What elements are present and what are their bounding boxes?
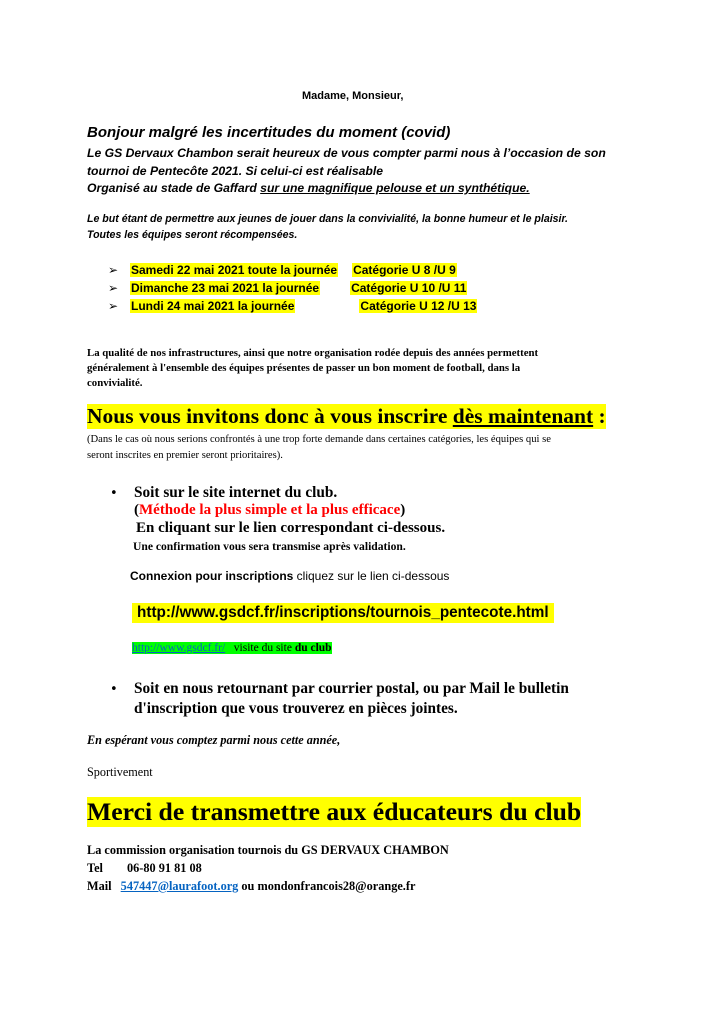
option-mail: d'inscription que vous trouverez en pièces jointes. [134,700,458,717]
paren-close: ) [400,502,406,518]
club-site-text-bold: du club [294,642,332,654]
phone-label: Tel [87,861,103,875]
day-date: Samedi 22 mai 2021 toute la journée [131,263,338,277]
connexion-line [130,569,449,583]
club-site-line [132,642,332,654]
arrow-bullet-icon: ➢ [108,299,119,313]
signature-committee: La commission organisation tournois du GS DERVAUX CHAMBON [87,843,449,857]
mail-alt: ou mondonfrancois28@orange.fr [238,879,416,893]
signature-mail [87,879,415,894]
day-row [108,263,457,277]
venue-text: Organisé au stade de Gaffard [87,181,261,195]
quality-line: convivialité. [87,377,143,389]
closing-sportively: Sportivement [87,765,153,779]
day-category: Catégorie U 10 /U 11 [351,281,467,295]
bullet-icon: • [110,486,118,501]
bullet-icon: • [110,682,118,697]
day-row [108,299,477,313]
intro-line: Le GS Dervaux Chambon serait heureux de vous compter parmi nous à l’occasion de son [87,146,606,160]
quality-line: La qualité de nos infrastructures, ainsi que notre organisation rodée depuis des années permettent [87,347,539,359]
mail-link[interactable]: 547447@laurafoot.org [120,879,239,893]
club-site-text: visite du site [225,642,295,654]
mail-label: Mail [87,879,115,893]
quality-line: généralement à l'ensemble des équipes présentes de passer un bon moment de football, dans la [87,362,521,374]
day-date: Dimanche 23 mai 2021 la journée [131,281,320,295]
intro-venue-line [87,181,530,195]
day-date: Lundi 24 mai 2021 la journée [131,299,295,313]
invite-note: (Dans le cas où nous serions confrontés à une trop forte demande dans certaines catégories, les équipes qui se [87,434,551,445]
invite-heading-emphasis: dès maintenant [452,404,594,428]
invite-heading-text: Nous vous invitons donc à vous inscrire [87,404,453,428]
option-mail: Soit en nous retournant par courrier postal, ou par Mail le bulletin [134,680,569,697]
signature-phone [87,861,202,876]
connexion-instruction: cliquez sur le lien ci-dessous [293,569,450,583]
day-category: Catégorie U 8 /U 9 [353,263,456,277]
day-row [108,281,467,295]
venue-pitch-text: sur une magnifique pelouse et un synthétique. [260,181,530,195]
arrow-bullet-icon: ➢ [108,281,119,295]
arrow-bullet-icon: ➢ [108,263,119,277]
inscriptions-link[interactable]: http://www.gsdcf.fr/inscriptions/tournois_pentecote.html [132,603,554,623]
merci-heading: Merci de transmettre aux éducateurs du club [87,797,582,826]
invite-note: seront inscrites en premier seront prioritaires). [87,450,283,461]
option-website-method [134,502,405,519]
intro-line: tournoi de Pentecôte 2021. Si celui-ci est réalisable [87,164,383,178]
purpose-line: Le but étant de permettre aux jeunes de jouer dans la convivialité, la bonne humeur et le plaisir. [87,213,568,225]
intro-heading: Bonjour malgré les incertitudes du moment (covid) [87,124,451,141]
option-website-confirmation: Une confirmation vous sera transmise après validation. [133,540,406,553]
option-website-instruction: En cliquant sur le lien correspondant ci-dessous. [136,520,446,536]
club-site-link[interactable]: http://www.gsdcf.fr/ [132,642,226,654]
invite-heading [87,404,606,429]
closing-hope: En espérant vous comptez parmi nous cette année, [87,733,341,747]
paren-open: ( [134,502,139,518]
day-category: Catégorie U 12 /U 13 [360,299,477,313]
purpose-line: Toutes les équipes seront récompensées. [87,229,298,241]
connexion-label: Connexion pour inscriptions [130,569,294,583]
method-text: Méthode la plus simple et la plus efficace [139,502,401,518]
phone-value: 06-80 91 81 08 [126,861,202,875]
salutation: Madame, Monsieur, [302,90,404,102]
invite-heading-colon: : [593,404,606,428]
option-website: Soit sur le site internet du club. [134,484,338,501]
